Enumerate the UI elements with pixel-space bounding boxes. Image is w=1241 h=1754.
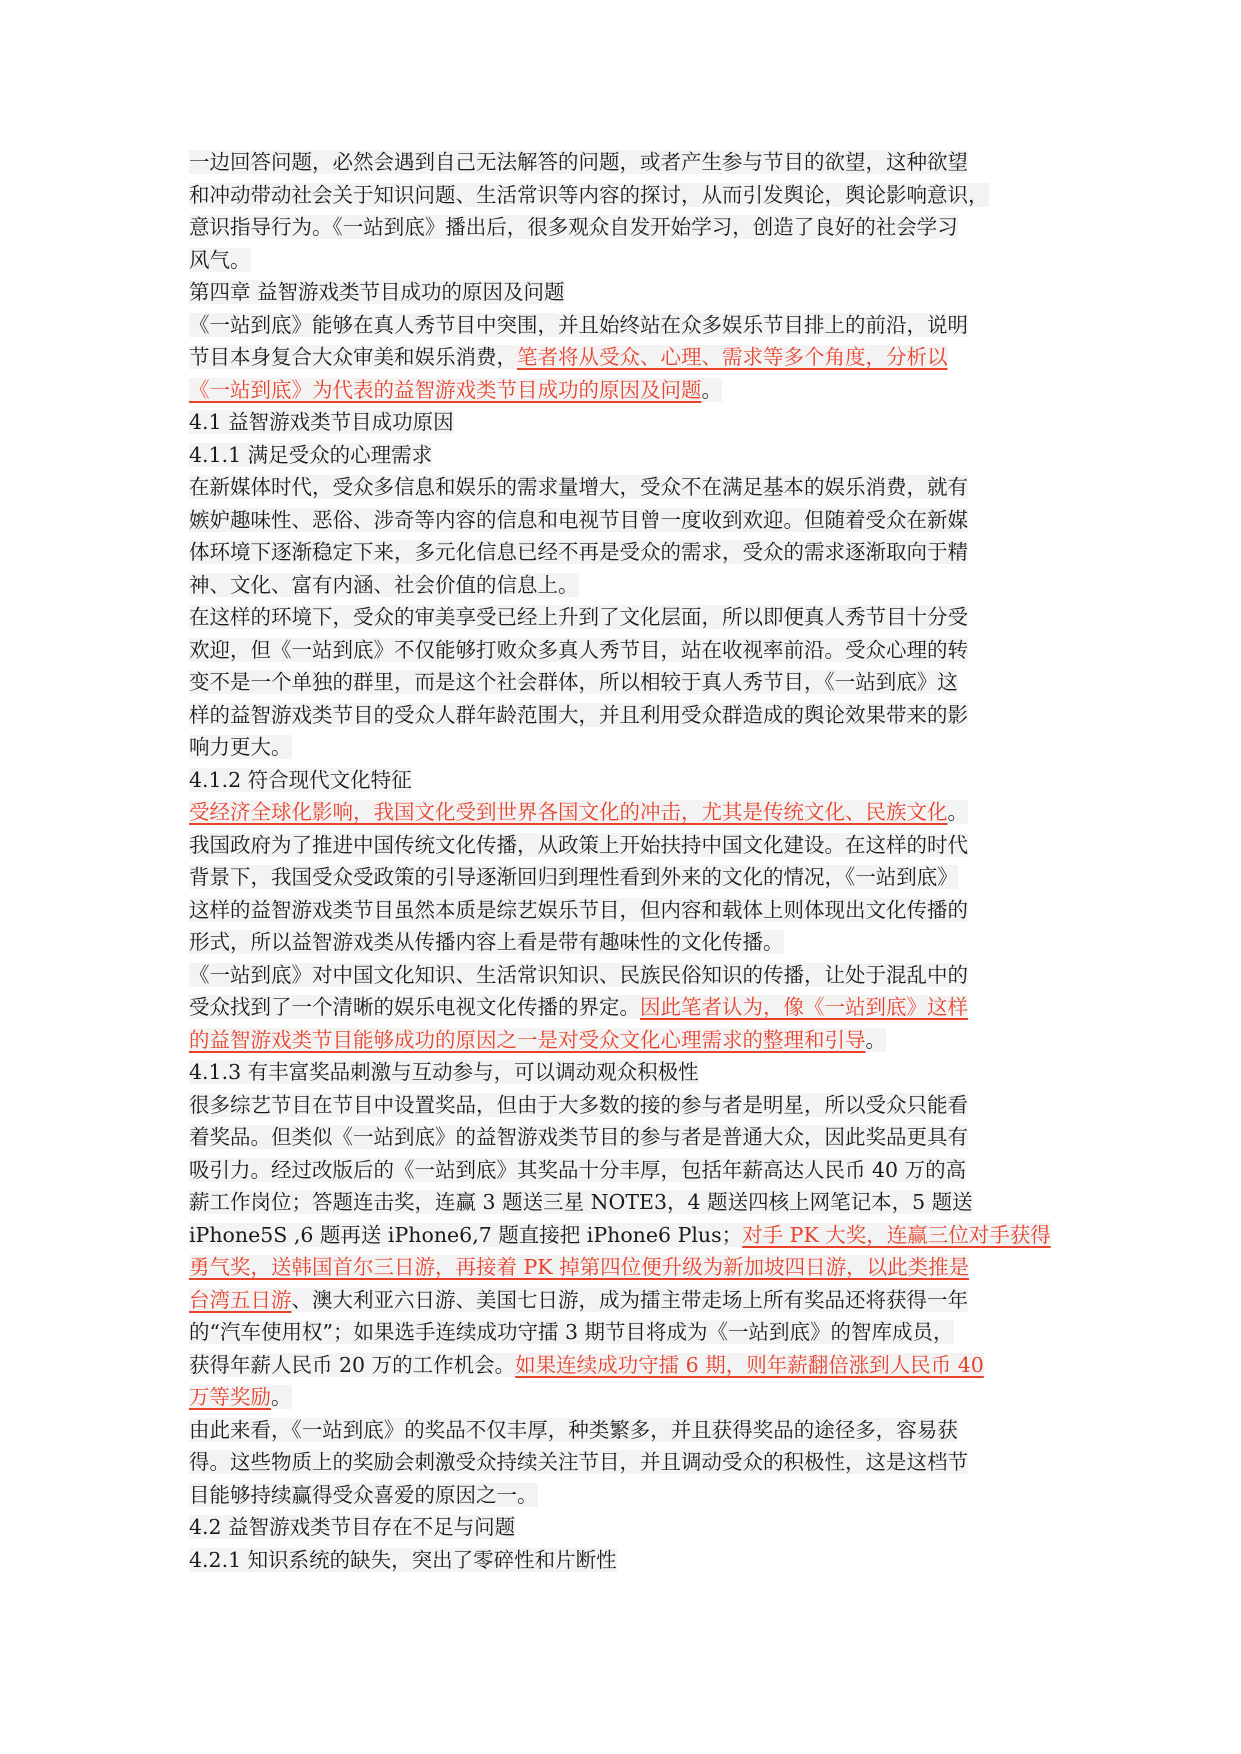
text-line [189,1154,1061,1187]
line-content [189,248,251,272]
text-line [189,309,1061,342]
line-content [189,280,565,304]
body-text: 第四章 益智游戏类节目成功的原因及问题 [189,280,565,304]
line-content [189,1483,538,1507]
line-content [189,670,958,694]
text-line [189,244,1061,277]
text-line [189,276,1061,309]
body-text: 。 [701,377,722,402]
line-content [189,638,968,662]
text-line [189,1381,1061,1414]
body-text: 我国政府为了推进中国传统文化传播，从政策上开始扶持中国文化建设。在这样的时代 [189,832,968,857]
line-content [189,703,968,727]
line-content [189,833,968,857]
body-text: 4.1 益智游戏类节目成功原因 [189,410,454,434]
line-content [189,215,958,239]
text-line [189,569,1061,602]
highlighted-text: 如果连续成功守擂 6 期，则年薪翻倍涨到人民币 40 [515,1352,984,1377]
text-line [189,1251,1061,1284]
line-content [189,1450,968,1474]
text-line [189,179,1061,212]
line-content [189,1418,958,1442]
line-content [189,1548,617,1572]
highlighted-text: 万等奖励 [189,1385,271,1409]
body-text: 体环境下逐渐稳定下来，多元化信息已经不再是受众的需求，受众的需求逐渐取向于精 [189,540,968,564]
text-line [189,601,1061,634]
line-content [189,150,968,174]
text-line [189,991,1061,1024]
body-text: 4.1.2 符合现代文化特征 [189,767,412,792]
body-text: 风气。 [189,247,251,272]
line-content [189,865,958,889]
line-content [189,800,968,824]
line-content [189,378,722,402]
text-line [189,666,1061,699]
body-text: 背景下，我国受众受政策的引导逐渐回归到理性看到外来的文化的情况，《一站到底》 [189,865,958,889]
line-content [189,1125,968,1149]
line-content [189,1060,699,1084]
text-line [189,926,1061,959]
line-content [189,1190,973,1214]
body-text: 变不是一个单独的群里，而是这个社会群体，所以相较于真人秀节目，《一站到底》这 [189,670,958,694]
text-line [189,471,1061,504]
body-text: 很多综艺节目在节目中设置奖品，但由于大多数的接的参与者是明星，所以受众只能看 [189,1092,968,1117]
body-text: 4.1.3 有丰富奖品刺激与互动参与，可以调动观众积极性 [189,1060,699,1084]
text-line [189,1024,1061,1057]
line-content [189,345,948,369]
body-text: 。 [865,1027,886,1052]
body-text: 欢迎，但《一站到底》不仅能够打败众多真人秀节目，站在收视率前沿。受众心理的转 [189,637,968,662]
text-line [189,796,1061,829]
body-text: 节目本身复合大众审美和娱乐消费， [189,345,517,369]
body-text: 得。这些物质上的奖励会刺激受众持续关注节目，并且调动受众的积极性，这是这档节 [189,1450,968,1474]
line-content [189,443,432,467]
text-line [189,1316,1061,1349]
line-content [189,475,968,499]
body-text: 4.1.1 满足受众的心理需求 [189,442,433,467]
line-content [189,963,968,987]
body-text: 4.2 益智游戏类节目存在不足与问题 [189,1515,516,1539]
text-line [189,634,1061,667]
highlighted-text: 台湾五日游 [189,1287,292,1312]
line-content [189,930,784,954]
line-content [189,1515,515,1539]
line-content [189,735,292,759]
highlighted-text: 《一站到底》为代表的益智游戏类节目成功的原因及问题 [189,377,702,402]
line-content [189,313,968,337]
line-content [189,1093,968,1117]
text-line [189,1089,1061,1122]
body-text: 和冲动带动社会关于知识问题、生活常识等内容的探讨，从而引发舆论，舆论影响意识， [189,182,989,207]
body-text: 一边回答问题，必然会遇到自己无法解答的问题，或者产生参与节目的欲望，这种欲望 [189,150,968,174]
text-line [189,1284,1061,1317]
body-text: 神、文化、富有内涵、社会价值的信息上。 [189,572,579,597]
line-content [189,1288,968,1312]
line-content [189,1223,1051,1247]
text-line [189,861,1061,894]
text-line [189,1414,1061,1447]
line-content [189,768,412,792]
body-text: 响力更大。 [189,735,292,759]
line-content [189,508,968,532]
text-line [189,1479,1061,1512]
body-text: 着奖品。但类似《一站到底》的益智游戏类节目的参与者是普通大众，因此奖品更具有 [189,1125,968,1149]
line-content [189,995,968,1019]
text-line [189,764,1061,797]
highlighted-text: 因此笔者认为，像《一站到底》这样 [640,995,968,1019]
body-text: 目能够持续赢得受众喜爱的原因之一。 [189,1482,538,1507]
text-line [189,1511,1061,1544]
body-text: 意识指导行为。《一站到底》播出后，很多观众自发开始学习，创造了良好的社会学习 [189,215,958,239]
highlighted-text: 对手 PK 大奖，连赢三位对手获得 [742,1222,1051,1247]
line-content [189,1028,886,1052]
line-content [189,605,968,629]
highlighted-text: 的益智游戏类节目能够成功的原因之一是对受众文化心理需求的整理和引导 [189,1027,866,1052]
body-text: 由此来看，《一站到底》的奖品不仅丰厚，种类繁多，并且获得奖品的途径多，容易获 [189,1417,958,1442]
text-line [189,959,1061,992]
text-line [189,406,1061,439]
line-content [189,898,968,922]
body-text: 。 [947,800,968,824]
text-line [189,829,1061,862]
body-text: iPhone5S ,6 题再送 iPhone6,7 题直接把 iPhone6 Plus； [189,1222,743,1247]
text-line [189,439,1061,472]
text-line [189,1544,1061,1577]
body-text: 吸引力。经过改版后的《一站到底》其奖品十分丰厚，包括年薪高达人民币 40 万的高 [189,1157,967,1182]
text-line [189,1349,1061,1382]
text-line [189,1121,1061,1154]
text-line [189,731,1061,764]
line-content [189,1255,969,1279]
body-text: 、澳大利亚六日游、美国七日游，成为擂主带走场上所有奖品还将获得一年 [291,1287,968,1312]
line-content [189,540,968,564]
line-content [189,573,579,597]
line-content [189,183,989,207]
text-line [189,1186,1061,1219]
body-text: 。 [271,1385,292,1409]
body-text: 《一站到底》能够在真人秀节目中突围，并且始终站在众多娱乐节目排上的前沿，说明 [189,312,968,337]
line-content [189,410,454,434]
body-text: 的“汽车使用权”；如果选手连续成功守擂 3 期节目将成为《一站到底》的智库成员， [189,1320,954,1344]
text-line [189,146,1061,179]
body-text: 在新媒体时代，受众多信息和娱乐的需求量增大，受众不在满足基本的娱乐消费，就有 [189,475,968,499]
text-line [189,504,1061,537]
text-line [189,894,1061,927]
line-content [189,1320,954,1344]
body-text: 这样的益智游戏类节目虽然本质是综艺娱乐节目，但内容和载体上则体现出文化传播的 [189,897,968,922]
highlighted-text: 勇气奖，送韩国首尔三日游，再接着 PK 掉第四位便升级为新加坡四日游，以此类推是 [189,1255,970,1279]
body-text: 获得年薪人民币 20 万的工作机会。 [189,1352,516,1377]
highlighted-text: 笔者将从受众、心理、需求等多个角度，分析以 [517,345,948,369]
text-line [189,341,1061,374]
text-line [189,699,1061,732]
text-line [189,1056,1061,1089]
body-text: 嫉妒趣味性、恶俗、涉奇等内容的信息和电视节目曾一度收到欢迎。但随着受众在新媒 [189,507,968,532]
text-line [189,1219,1061,1252]
text-line [189,374,1061,407]
body-text: 受众找到了一个清晰的娱乐电视文化传播的界定。 [189,995,640,1019]
line-content [189,1353,984,1377]
text-line [189,1446,1061,1479]
text-line [189,211,1061,244]
body-text: 4.2.1 知识系统的缺失，突出了零碎性和片断性 [189,1547,617,1572]
line-content [189,1385,292,1409]
body-text: 样的益智游戏类节目的受众人群年龄范围大，并且利用受众群造成的舆论效果带来的影 [189,702,968,727]
highlighted-text: 受经济全球化影响，我国文化受到世界各国文化的冲击，尤其是传统文化、民族文化 [189,800,948,824]
body-text: 形式，所以益智游戏类从传播内容上看是带有趣味性的文化传播。 [189,930,784,954]
text-line [189,536,1061,569]
body-text: 薪工作岗位；答题连击奖，连赢 3 题送三星 NOTE3，4 题送四核上网笔记本，5 题送 [189,1190,973,1214]
line-content [189,1158,966,1182]
body-text: 《一站到底》对中国文化知识、生活常识知识、民族民俗知识的传播，让处于混乱中的 [189,962,968,987]
body-text: 在这样的环境下，受众的审美享受已经上升到了文化层面，所以即便真人秀节目十分受 [189,605,968,629]
document-body [189,146,1061,1576]
